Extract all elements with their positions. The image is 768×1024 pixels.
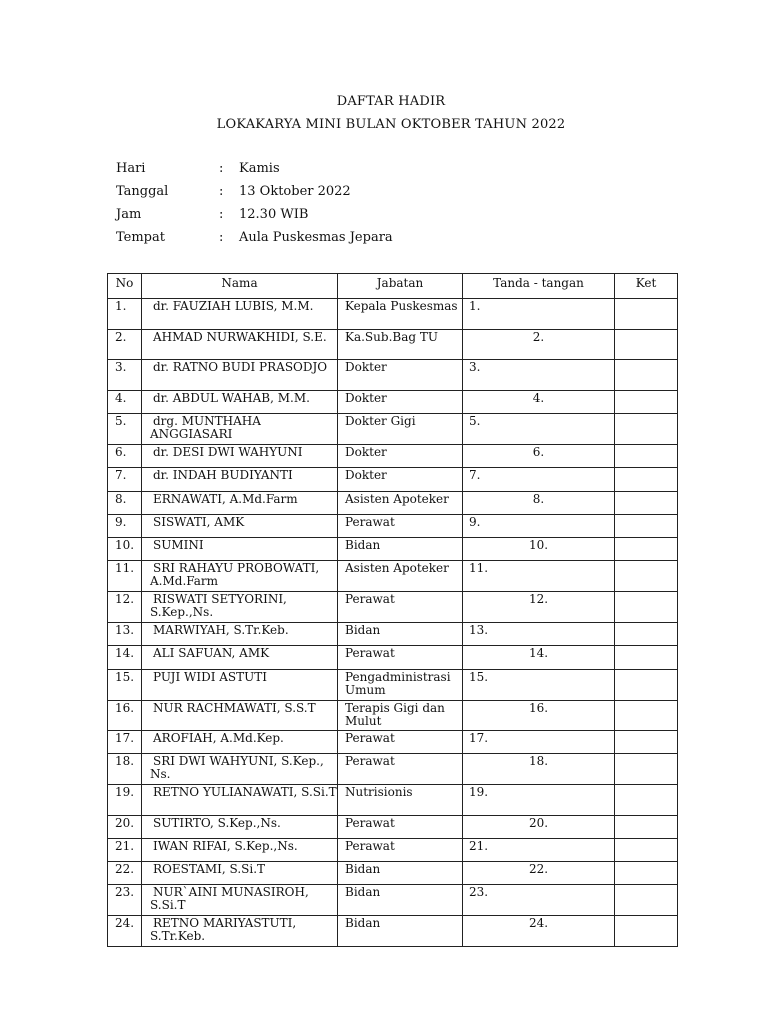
attendance-table <box>107 273 678 947</box>
row-ket <box>615 299 678 330</box>
row-nama <box>142 360 338 391</box>
row-ket <box>615 731 678 754</box>
row-jabatan: Bidan <box>338 623 463 646</box>
row-ket <box>615 839 678 862</box>
table-row <box>108 445 678 468</box>
row-jabatan: Dokter <box>338 360 463 391</box>
row-nama-text: SISWATI, AMK <box>153 515 245 529</box>
table-row <box>108 468 678 492</box>
row-nama-text: dr. DESI DWI WAHYUNI <box>153 445 303 459</box>
row-nama-text: PUJI WIDI ASTUTI <box>153 670 268 684</box>
row-tanda-tangan: 13. <box>463 623 615 646</box>
row-nama-text: dr. FAUZIAH LUBIS, M.M. <box>153 299 314 313</box>
row-number: 21. <box>108 839 142 862</box>
header-no: No <box>108 274 142 299</box>
info-value: Kamis <box>239 161 280 176</box>
row-tanda-tangan: 9. <box>463 515 615 538</box>
row-tanda-tangan: 2. <box>463 330 615 360</box>
row-nama <box>142 754 338 785</box>
info-value: Aula Puskesmas Jepara <box>239 230 393 245</box>
info-label: Tempat <box>116 230 165 245</box>
row-tanda-tangan: 5. <box>463 414 615 445</box>
row-tanda-tangan: 4. <box>463 391 615 414</box>
row-tanda-tangan: 17. <box>463 731 615 754</box>
row-jabatan: Bidan <box>338 916 463 947</box>
row-jabatan: Asisten Apoteker <box>338 492 463 515</box>
row-tanda-tangan: 22. <box>463 862 615 885</box>
row-nama-text: ERNAWATI, A.Md.Farm <box>153 492 298 506</box>
row-nama-text: RETNO YULIANAWATI, S.Si.T <box>153 785 337 799</box>
row-jabatan: Dokter <box>338 445 463 468</box>
document-subtitle: LOKAKARYA MINI BULAN OKTOBER TAHUN 2022 <box>216 117 566 132</box>
row-jabatan: Pengadministrasi Umum <box>338 670 463 701</box>
info-label: Hari <box>116 161 146 176</box>
row-nama-text: IWAN RIFAI, S.Kep.,Ns. <box>153 839 298 853</box>
row-ket <box>615 515 678 538</box>
table-row <box>108 731 678 754</box>
table-row <box>108 330 678 360</box>
row-ket <box>615 754 678 785</box>
info-separator: : <box>219 207 224 222</box>
table-row <box>108 561 678 592</box>
row-number: 19. <box>108 785 142 816</box>
table-row <box>108 492 678 515</box>
row-ket <box>615 816 678 839</box>
row-nama-text: dr. INDAH BUDIYANTI <box>153 468 293 482</box>
row-nama <box>142 561 338 592</box>
row-tanda-tangan: 11. <box>463 561 615 592</box>
info-label: Tanggal <box>116 184 169 199</box>
row-tanda-tangan: 24. <box>463 916 615 947</box>
row-number: 15. <box>108 670 142 701</box>
row-number: 4. <box>108 391 142 414</box>
table-row <box>108 360 678 391</box>
row-jabatan: Bidan <box>338 885 463 916</box>
row-nama-text: RETNO MARIYASTUTI, S.Tr.Keb. <box>150 916 297 943</box>
row-nama <box>142 414 338 445</box>
row-number: 10. <box>108 538 142 561</box>
row-nama-text: SUMINI <box>153 538 204 552</box>
table-row <box>108 299 678 330</box>
table-header-row <box>108 274 678 299</box>
row-nama <box>142 330 338 360</box>
row-nama <box>142 646 338 670</box>
row-jabatan: Bidan <box>338 538 463 561</box>
row-ket <box>615 592 678 623</box>
table-row <box>108 862 678 885</box>
row-nama-text: SUTIRTO, S.Kep.,Ns. <box>153 816 281 830</box>
table-row <box>108 839 678 862</box>
row-tanda-tangan: 16. <box>463 701 615 731</box>
row-ket <box>615 623 678 646</box>
row-ket <box>615 468 678 492</box>
row-nama <box>142 731 338 754</box>
row-tanda-tangan: 12. <box>463 592 615 623</box>
row-ket <box>615 646 678 670</box>
row-jabatan: Ka.Sub.Bag TU <box>338 330 463 360</box>
row-tanda-tangan: 3. <box>463 360 615 391</box>
row-number: 18. <box>108 754 142 785</box>
row-nama <box>142 701 338 731</box>
row-ket <box>615 538 678 561</box>
row-number: 11. <box>108 561 142 592</box>
table-row <box>108 391 678 414</box>
document-title: DAFTAR HADIR <box>336 94 446 109</box>
row-ket <box>615 330 678 360</box>
info-separator: : <box>219 184 224 199</box>
table-row <box>108 623 678 646</box>
row-ket <box>615 492 678 515</box>
row-nama <box>142 670 338 701</box>
row-tanda-tangan: 23. <box>463 885 615 916</box>
table-row <box>108 701 678 731</box>
row-number: 2. <box>108 330 142 360</box>
info-value: 13 Oktober 2022 <box>239 184 351 199</box>
row-nama <box>142 592 338 623</box>
header-tanda-tangan: Tanda - tangan <box>463 274 615 299</box>
row-jabatan: Nutrisionis <box>338 785 463 816</box>
row-number: 14. <box>108 646 142 670</box>
header-jabatan: Jabatan <box>338 274 463 299</box>
row-ket <box>615 414 678 445</box>
row-tanda-tangan: 20. <box>463 816 615 839</box>
info-value: 12.30 WIB <box>239 207 309 222</box>
row-nama <box>142 538 338 561</box>
row-jabatan: Dokter Gigi <box>338 414 463 445</box>
row-tanda-tangan: 19. <box>463 785 615 816</box>
row-ket <box>615 670 678 701</box>
row-nama-text: NUR RACHMAWATI, S.S.T <box>153 701 316 715</box>
row-jabatan: Perawat <box>338 839 463 862</box>
row-jabatan: Dokter <box>338 391 463 414</box>
row-jabatan: Perawat <box>338 816 463 839</box>
row-nama-text: MARWIYAH, S.Tr.Keb. <box>153 623 289 637</box>
row-nama <box>142 885 338 916</box>
row-nama <box>142 839 338 862</box>
row-nama-text: ALI SAFUAN, AMK <box>153 646 270 660</box>
table-body <box>108 299 678 947</box>
row-nama <box>142 623 338 646</box>
row-jabatan: Dokter <box>338 468 463 492</box>
row-ket <box>615 885 678 916</box>
row-jabatan: Perawat <box>338 754 463 785</box>
row-jabatan: Perawat <box>338 515 463 538</box>
row-nama <box>142 785 338 816</box>
row-jabatan: Perawat <box>338 731 463 754</box>
row-nama <box>142 515 338 538</box>
row-tanda-tangan: 15. <box>463 670 615 701</box>
row-number: 24. <box>108 916 142 947</box>
row-nama-text: dr. RATNO BUDI PRASODJO <box>153 360 328 374</box>
row-jabatan: Kepala Puskesmas <box>338 299 463 330</box>
row-number: 5. <box>108 414 142 445</box>
table-row <box>108 646 678 670</box>
header-nama: Nama <box>142 274 338 299</box>
row-nama-text: AROFIAH, A.Md.Kep. <box>153 731 284 745</box>
info-separator: : <box>219 161 224 176</box>
row-number: 6. <box>108 445 142 468</box>
row-nama-text: ROESTAMI, S.Si.T <box>153 862 266 876</box>
row-number: 8. <box>108 492 142 515</box>
row-nama <box>142 299 338 330</box>
row-nama-text: RISWATI SETYORINI, S.Kep.,Ns. <box>150 592 287 619</box>
row-number: 3. <box>108 360 142 391</box>
row-nama-text: AHMAD NURWAKHIDI, S.E. <box>153 330 327 344</box>
row-nama <box>142 862 338 885</box>
table-row <box>108 754 678 785</box>
table-row <box>108 885 678 916</box>
table-row <box>108 592 678 623</box>
row-jabatan: Perawat <box>338 646 463 670</box>
row-number: 1. <box>108 299 142 330</box>
row-jabatan: Bidan <box>338 862 463 885</box>
row-jabatan: Perawat <box>338 592 463 623</box>
row-jabatan: Terapis Gigi dan Mulut <box>338 701 463 731</box>
row-number: 9. <box>108 515 142 538</box>
row-nama <box>142 391 338 414</box>
row-ket <box>615 360 678 391</box>
row-ket <box>615 391 678 414</box>
row-nama <box>142 916 338 947</box>
row-number: 16. <box>108 701 142 731</box>
row-nama <box>142 468 338 492</box>
row-nama-text: SRI RAHAYU PROBOWATI, A.Md.Farm <box>150 561 320 588</box>
row-nama-text: dr. ABDUL WAHAB, M.M. <box>153 391 310 405</box>
row-ket <box>615 916 678 947</box>
table-row <box>108 538 678 561</box>
info-separator: : <box>219 230 224 245</box>
row-ket <box>615 862 678 885</box>
table-row <box>108 414 678 445</box>
row-tanda-tangan: 6. <box>463 445 615 468</box>
row-nama-text: NUR`AINI MUNASIROH, S.Si.T <box>150 885 309 912</box>
table-row <box>108 916 678 947</box>
row-nama <box>142 492 338 515</box>
row-tanda-tangan: 14. <box>463 646 615 670</box>
row-number: 17. <box>108 731 142 754</box>
row-number: 22. <box>108 862 142 885</box>
row-number: 23. <box>108 885 142 916</box>
row-tanda-tangan: 21. <box>463 839 615 862</box>
row-number: 13. <box>108 623 142 646</box>
row-tanda-tangan: 18. <box>463 754 615 785</box>
row-nama <box>142 816 338 839</box>
table-row <box>108 670 678 701</box>
table-row <box>108 816 678 839</box>
row-number: 20. <box>108 816 142 839</box>
row-number: 12. <box>108 592 142 623</box>
row-jabatan: Asisten Apoteker <box>338 561 463 592</box>
row-nama-text: drg. MUNTHAHA ANGGIASARI <box>150 414 261 441</box>
header-ket: Ket <box>615 274 678 299</box>
row-tanda-tangan: 8. <box>463 492 615 515</box>
row-tanda-tangan: 1. <box>463 299 615 330</box>
table-row <box>108 515 678 538</box>
row-nama <box>142 445 338 468</box>
table-row <box>108 785 678 816</box>
info-label: Jam <box>116 207 142 222</box>
row-number: 7. <box>108 468 142 492</box>
row-tanda-tangan: 10. <box>463 538 615 561</box>
row-ket <box>615 561 678 592</box>
row-tanda-tangan: 7. <box>463 468 615 492</box>
row-ket <box>615 785 678 816</box>
row-ket <box>615 445 678 468</box>
row-nama-text: SRI DWI WAHYUNI, S.Kep., Ns. <box>150 754 324 781</box>
row-ket <box>615 701 678 731</box>
